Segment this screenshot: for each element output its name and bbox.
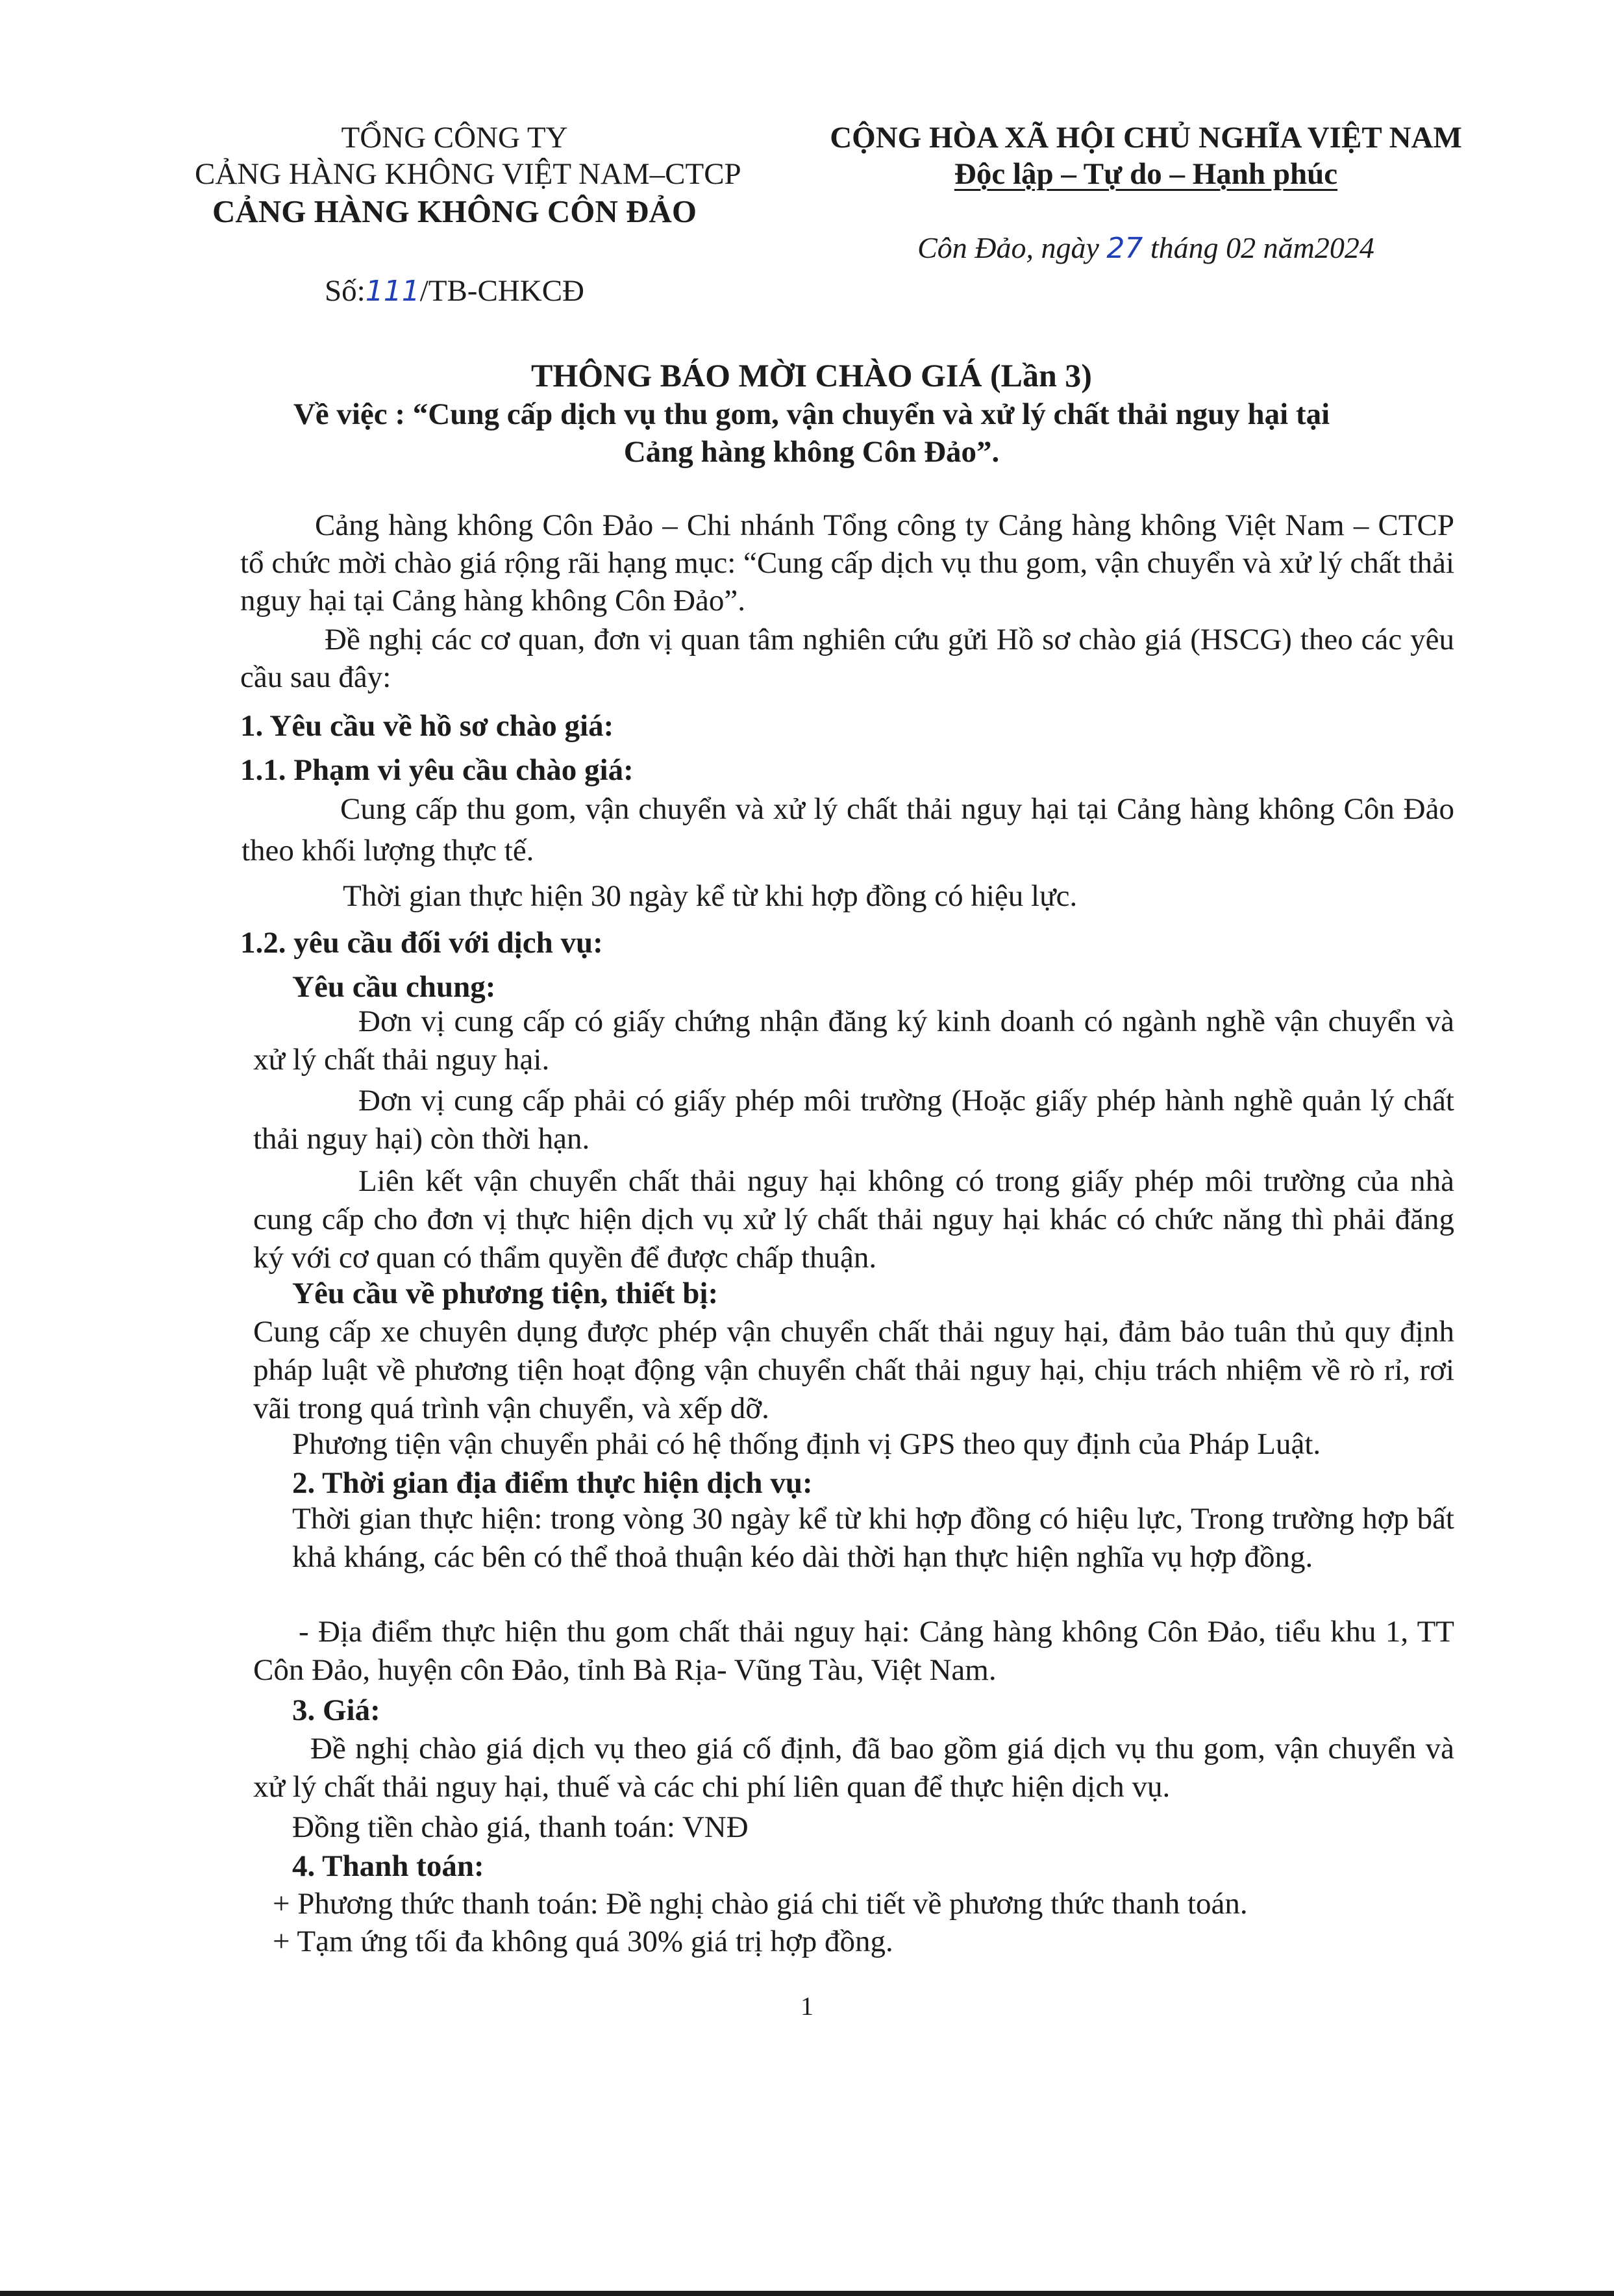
section-2-location: - Địa điểm thực hiện thu gom chất thải nguy hại: Cảng hàng không Côn Đảo, tiểu khu 1, TT Côn Đảo, huyện côn Đảo, tỉnh Bà Rịa- Vũng Tàu, Việt Nam.: [253, 1615, 1454, 1687]
general-requirement-1: Đơn vị cung cấp có giấy chứng nhận đăng ký kinh doanh có ngành nghề vận chuyển và xử lý chất thải nguy hại.: [253, 1004, 1454, 1077]
section-1-2-heading: 1.2. yêu cầu đối với dịch vụ:: [240, 926, 603, 960]
page-number: 1: [801, 1991, 813, 2021]
section-1-1-duration: Thời gian thực hiện 30 ngày kể từ khi hợp đồng có hiệu lực.: [343, 879, 1078, 913]
date-prefix: Côn Đảo, ngày: [917, 231, 1107, 264]
section-4-heading: 4. Thanh toán:: [292, 1849, 484, 1883]
vehicle-requirement-1: Cung cấp xe chuyên dụng được phép vận chuyển chất thải nguy hại, đảm bảo tuân thủ quy định pháp luật về phương tiện hoạt động vận chuyển chất thải nguy hại, chịu trách nhiệm về rò rỉ, rơi vãi trong quá trình vận chuyển, và xếp dỡ.: [253, 1315, 1454, 1425]
vehicle-requirement-2: Phương tiện vận chuyển phải có hệ thống định vị GPS theo quy định của Pháp Luật.: [292, 1427, 1321, 1461]
general-requirement-2: Đơn vị cung cấp phải có giấy phép môi trường (Hoặc giấy phép hành nghề quản lý chất thải nguy hại) còn thời hạn.: [253, 1084, 1454, 1156]
section-3-price-terms: Đề nghị chào giá dịch vụ theo giá cố định, đã bao gồm giá dịch vụ thu gom, vận chuyển và xử lý chất thải nguy hại, thuế và các chi phí liên quan để thực hiện dịch vụ.: [253, 1732, 1454, 1804]
intro-paragraph-2: Đề nghị các cơ quan, đơn vị quan tâm nghiên cứu gửi Hồ sơ chào giá (HSCG) theo các yêu cầu sau đây:: [240, 623, 1454, 694]
section-1-heading: 1. Yêu cầu về hồ sơ chào giá:: [240, 709, 614, 743]
org-parent-line2: CẢNG HÀNG KHÔNG VIỆT NAM–CTCP: [195, 157, 741, 191]
subject-line2: Cảng hàng không Côn Đảo”.: [623, 435, 1000, 469]
general-requirements-heading: Yêu cầu chung:: [292, 970, 496, 1004]
org-parent-line1: TỔNG CÔNG TY: [341, 121, 568, 155]
section-4-payment-method: + Phương thức thanh toán: Đề nghị chào giá chi tiết về phương thức thanh toán.: [273, 1887, 1248, 1921]
document-date: [805, 229, 1487, 268]
national-motto: Độc lập – Tự do – Hạnh phúc: [954, 157, 1338, 191]
intro-paragraph-1: Cảng hàng không Côn Đảo – Chi nhánh Tổng công ty Cảng hàng không Việt Nam – CTCP tổ chức mời chào giá rộng rãi hạng mục: “Cung cấp dịch vụ thu gom, vận chuyển và xử lý chất thải nguy hại tại Cảng hàng không Côn Đảo”.: [240, 508, 1454, 618]
section-2-timeframe: [292, 1500, 1454, 1577]
general-requirement-3: Liên kết vận chuyển chất thải nguy hại không có trong giấy phép môi trường của nhà cung cấp cho đơn vị thực hiện dịch vụ xử lý chất thải nguy hại khác có chức năng thì phải đăng ký với cơ quan có thẩm quyền để được chấp thuận.: [253, 1164, 1454, 1275]
scan-bottom-edge: [0, 2291, 1614, 2296]
section-1-1-scope: Cung cấp thu gom, vận chuyển và xử lý chất thải nguy hại tại Cảng hàng không Côn Đảo theo khối lượng thực tế.: [242, 792, 1454, 867]
section-4-advance-payment: + Tạm ứng tối đa không quá 30% giá trị hợp đồng.: [273, 1925, 893, 1958]
section-1-1-heading: 1.1. Phạm vi yêu cầu chào giá:: [240, 753, 634, 787]
section-3-currency: Đồng tiền chào giá, thanh toán: VNĐ: [292, 1810, 749, 1844]
date-suffix: tháng 02 năm2024: [1143, 231, 1374, 264]
subject-line1: Về việc : “Cung cấp dịch vụ thu gom, vận chuyển và xử lý chất thải nguy hại tại: [293, 397, 1330, 431]
section-2-timeframe-text: Thời gian thực hiện: trong vòng 30 ngày kể từ khi hợp đồng có hiệu lực, Trong trường hợp bất khả kháng, các bên có thể thoả thuận kéo dài thời hạn thực hiện nghĩa vụ hợp đồng.: [292, 1502, 1454, 1574]
document-title: THÔNG BÁO MỜI CHÀO GIÁ (Lần 3): [531, 357, 1092, 393]
document-number: [195, 271, 714, 311]
doc-number-suffix: /TB-CHKCĐ: [419, 274, 584, 308]
section-2-heading: 2. Thời gian địa điểm thực hiện dịch vụ:: [292, 1466, 813, 1500]
doc-number-handwritten: 111: [365, 275, 420, 308]
vehicle-requirements-heading: Yêu cầu về phương tiện, thiết bị:: [292, 1277, 719, 1310]
doc-number-prefix: Số:: [325, 274, 366, 308]
org-name: CẢNG HÀNG KHÔNG CÔN ĐẢO: [212, 193, 697, 229]
date-day-handwritten: 27: [1106, 232, 1143, 265]
section-3-heading: 3. Giá:: [292, 1693, 380, 1727]
country-name: CỘNG HÒA XÃ HỘI CHỦ NGHĨA VIỆT NAM: [830, 121, 1462, 155]
